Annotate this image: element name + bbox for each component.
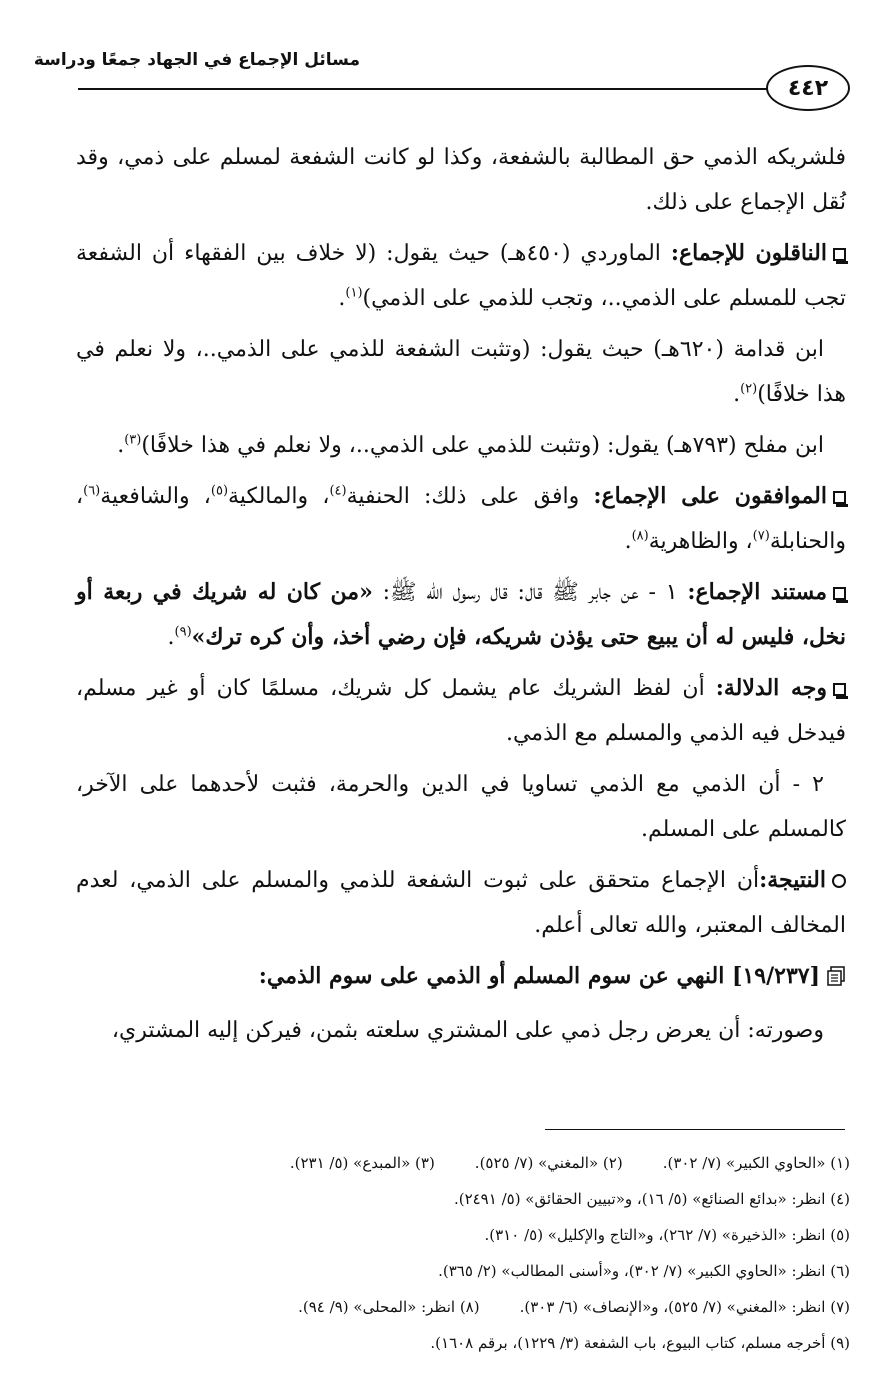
footnote-ref: (٥) [210,483,229,499]
section-label-result: النتيجة: [759,867,826,893]
footnote-row [90,1289,850,1325]
page-number: ٤٤٢ [766,65,850,111]
paragraph-evidence [76,666,846,756]
footnote-separator [545,1129,845,1130]
paragraph-text: وصورته: أن يعرض رجل ذمي على المشتري سلعته بثمن، فيركن إليه المشتري، [111,1018,824,1043]
footnote-ref: (٤) [329,483,347,499]
footnote-ref: (٢) [740,381,758,397]
footnote-6: (٦) انظر: «الحاوي الكبير» (٧/ ٣٠٢)، و«أسنى المطالب» (٢/ ٣٦٥). [438,1262,850,1280]
footnote-1: (١) «الحاوي الكبير» (٧/ ٣٠٢). [662,1154,850,1172]
footnote-ref: (٨) [631,528,649,544]
footnote-3: (٣) «المبدع» (٥/ ٢٣١). [289,1154,435,1172]
footnote-row [90,1181,850,1217]
paragraph-text: ١ - عن جابر ﷺ قال: قال رسول الله ﷺ: [372,580,688,605]
footnote-9: (٩) أخرجه مسلم، كتاب البيوع، باب الشفعة (٣/ ١٢٢٩)، برقم ١٦٠٨). [430,1334,850,1352]
paragraph-text: ، والحنابلة [76,484,846,554]
footnotes [90,1145,850,1361]
section-label-agreeing: الموافقون على الإجماع: [593,483,827,509]
section-label-transmitters: الناقلون للإجماع: [670,240,828,266]
paragraph-agreeing: الموافقون على الإجماع: وافق على ذلك: الحنفية$^{(٤)}$، والمالكية$^{(٥)}$، والشافعية$^{(٦)}$، والحنابلة$^{(٧)}$، والظاهرية$^{(٨)}$. [76,483,846,554]
hadith-quote: «من كان له شريك في ربعة أو نخل، فليس له أن يبيع حتى يؤذن شريكه، فإن رضي أخذ، وأن كره ترك» [76,579,846,650]
header-rule [78,88,790,90]
paragraph-text: ٢ - أن الذمي مع الذمي تساويا في الدين والحرمة، فثبت لأحدهما على الآخر، كالمسلم على المسلم. [76,772,846,842]
footnote-2: (٢) «المغني» (٧/ ٥٢٥). [474,1154,623,1172]
paragraph-text: وافق على ذلك: الحنفية [346,484,594,509]
paragraph-text: ، والمالكية [228,484,330,509]
footnote-row [90,1217,850,1253]
paragraph-intro [76,135,846,225]
paragraph-text: أن الإجماع متحقق على ثبوت الشفعة للذمي والمسلم على الذمي، لعدم المخالف المعتبر، والله تعالى أعلم. [76,868,846,938]
section-label-basis: مستند الإجماع: [687,579,827,605]
main-text [76,135,846,1059]
circle-bullet-icon [832,874,846,888]
footnote-ref: (٧) [752,528,770,544]
paragraph-intro-text: فلشريكه الذمي حق المطالبة بالشفعة، وكذا لو كانت الشفعة لمسلم على ذمي، وقد نُقل الإجماع على ذلك. [76,145,846,215]
paragraph-text: ابن قدامة (٦٢٠هـ) حيث يقول: (وتثبت الشفعة للذمي على الذمي..، ولا نعلم في هذا خلافًا) [76,337,846,407]
footnote-ref: (٣) [124,432,142,448]
paragraph-description [76,1008,846,1053]
footnote-row [90,1325,850,1361]
footnote-8: (٨) انظر: «المحلى» (٩/ ٩٤). [298,1298,480,1316]
square-bullet-icon [833,248,846,261]
square-bullet-icon [833,683,846,696]
paragraph-text: ابن مفلح (٧٩٣هـ) يقول: (وتثبت للذمي على الذمي..، ولا نعلم في هذا خلافًا) [141,433,824,458]
paragraph-text: أن لفظ الشريك عام يشمل كل شريك، مسلمًا كان أو غير مسلم، فيدخل فيه الذمي والمسلم مع الذمي. [76,676,846,746]
footnote-ref: (٦) [83,483,101,499]
paragraph-transmitters: الناقلون للإجماع: الماوردي (٤٥٠هـ) حيث يقول: (لا خلاف بين الفقهاء أن الشفعة تجب للمسلم على الذمي..، وتجب للذمي على الذمي)$^{(١)}$. [76,240,846,311]
footnote-row [90,1253,850,1289]
section-heading [76,954,846,1002]
footnote-4: (٤) انظر: «بدائع الصنائع» (٥/ ١٦)، و«تبيين الحقائق» (٥/ ٢٤٩١). [453,1190,850,1208]
paragraph-ibn-qudama: ابن قدامة (٦٢٠هـ) حيث يقول: (وتثبت الشفعة للذمي على الذمي..، ولا نعلم في هذا خلافًا)$^{(٢)}$. [76,337,846,407]
paragraph-text: ، والشافعية [100,484,211,509]
footnote-ref: (٩) [174,624,192,640]
page-header [33,40,850,110]
paragraph-second-point [76,762,846,852]
footnote-7: (٧) انظر: «المغني» (٧/ ٥٢٥)، و«الإنصاف» (٦/ ٣٠٣). [519,1298,850,1316]
paragraph-basis: مستند الإجماع: ١ - عن جابر ﷺ قال: قال رسول الله ﷺ: «من كان له شريك في ربعة أو نخل، فليس له أن يبيع حتى يؤذن شريكه، فإن رضي أخذ، وأن كره ترك»$^{(٩)}$. [76,579,846,650]
running-title: مسائل الإجماع في الجهاد جمعًا ودراسة [33,50,360,70]
section-label-evidence: وجه الدلالة: [715,675,827,701]
section-heading-text: [١٩/٢٣٧] النهي عن سوم المسلم أو الذمي على سوم الذمي: [258,963,820,989]
footnote-ref: (١) [345,285,363,301]
stacked-pages-icon [826,957,846,1002]
footnote-5: (٥) انظر: «الذخيرة» (٧/ ٢٦٢)، و«التاج والإكليل» (٥/ ٣١٠). [484,1226,850,1244]
paragraph-text: ، والظاهرية [648,529,753,554]
paragraph-ibn-muflih: ابن مفلح (٧٩٣هـ) يقول: (وتثبت للذمي على الذمي..، ولا نعلم في هذا خلافًا)$^{(٣)}$. [117,432,824,458]
paragraph-text: الماوردي (٤٥٠هـ) حيث يقول: (لا خلاف بين الفقهاء أن الشفعة تجب للمسلم على الذمي..، وتجب للذمي على الذمي) [76,241,846,311]
paragraph-result [76,858,846,948]
square-bullet-icon [833,491,846,504]
footnote-row [90,1145,850,1181]
square-bullet-icon [833,587,846,600]
